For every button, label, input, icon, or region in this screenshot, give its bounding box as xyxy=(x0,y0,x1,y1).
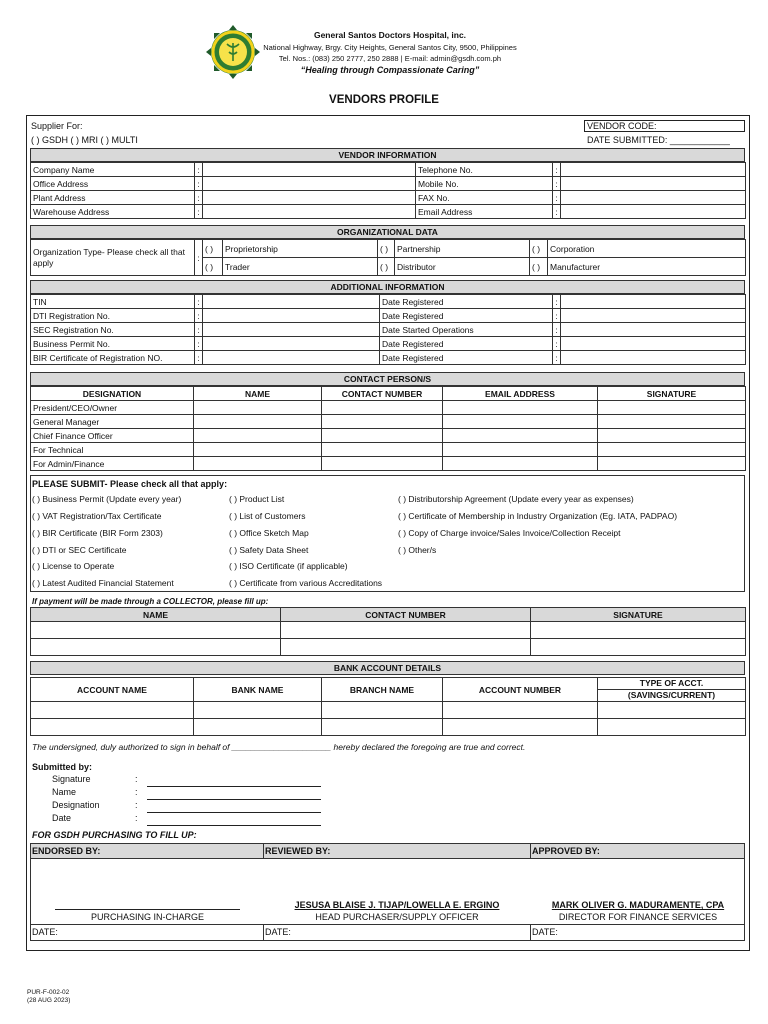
name-input[interactable] xyxy=(194,457,322,471)
account-type-input[interactable] xyxy=(598,719,746,736)
table-row: SEC Registration No. : Date Started Operations : xyxy=(31,323,746,337)
checkbox[interactable]: ( ) xyxy=(203,258,223,276)
column-header: ACCOUNT NUMBER xyxy=(443,678,598,702)
field-label: BIR Certificate of Registration NO. xyxy=(31,351,195,365)
hospital-address: National Highway, Brgy. City Heights, General Santos City, 9500, Philippines xyxy=(263,43,517,52)
option-label: Distributor xyxy=(395,258,530,276)
column-header: BRANCH NAME xyxy=(322,678,443,702)
column-header: BANK NAME xyxy=(194,678,322,702)
checklist-item[interactable]: ( ) DTI or SEC Certificate xyxy=(32,545,127,555)
column-header: SIGNATURE xyxy=(598,387,746,401)
collector-name-input[interactable] xyxy=(31,622,281,639)
table-row: BIR Certificate of Registration NO. : Date Registered : xyxy=(31,351,746,365)
collector-contact-input[interactable] xyxy=(281,622,531,639)
account-number-input[interactable] xyxy=(443,719,598,736)
bir-input[interactable] xyxy=(203,351,380,365)
signature-input[interactable] xyxy=(598,401,746,415)
option-label: Partnership xyxy=(395,240,530,258)
field-label: Warehouse Address xyxy=(31,205,195,219)
submitted-field-label: Name xyxy=(52,787,77,797)
field-label: Date Registered xyxy=(380,351,553,365)
page-title: VENDORS PROFILE xyxy=(329,94,439,106)
name-input[interactable] xyxy=(194,415,322,429)
vendor-info-table xyxy=(30,162,746,219)
email-address-input[interactable] xyxy=(443,401,598,415)
name-line[interactable] xyxy=(147,799,321,800)
branch-name-input[interactable] xyxy=(322,719,443,736)
contact-number-input[interactable] xyxy=(322,415,443,429)
table-row xyxy=(31,622,746,639)
form-date: (28 AUG 2023) xyxy=(27,997,71,1004)
date-line[interactable] xyxy=(147,825,321,826)
checklist-item[interactable]: ( ) Distributorship Agreement (Update every year as expenses) xyxy=(398,494,634,504)
bank-name-input[interactable] xyxy=(194,702,322,719)
designation-label: Chief Finance Officer xyxy=(31,429,194,443)
signature-input[interactable] xyxy=(598,443,746,457)
office-address-input[interactable] xyxy=(203,177,416,191)
date-submitted-field[interactable]: DATE SUBMITTED: ____________ xyxy=(587,135,730,145)
field-label: Date Registered xyxy=(380,309,553,323)
option-label: Manufacturer xyxy=(548,258,746,276)
table-row xyxy=(31,401,746,415)
collector-note: If payment will be made through a COLLECTOR, please fill up: xyxy=(32,597,269,606)
mobile-input[interactable] xyxy=(561,177,746,191)
contact-persons-table xyxy=(30,386,746,471)
signature-line[interactable] xyxy=(147,786,321,787)
org-data-table xyxy=(30,239,746,276)
contact-number-input[interactable] xyxy=(322,429,443,443)
option-label: Corporation xyxy=(548,240,746,258)
reviewed-by-label: REVIEWED BY: xyxy=(265,846,331,856)
account-name-input[interactable] xyxy=(31,719,194,736)
field-label: TIN xyxy=(31,295,195,309)
date-input[interactable] xyxy=(561,351,746,365)
dti-input[interactable] xyxy=(203,309,380,323)
designation-line[interactable] xyxy=(147,812,321,813)
designation-label: For Technical xyxy=(31,443,194,457)
table-row: Warehouse Address : Email Address : xyxy=(31,205,746,219)
column-header: CONTACT NUMBER xyxy=(281,608,531,622)
contact-number-input[interactable] xyxy=(322,457,443,471)
name-input[interactable] xyxy=(194,429,322,443)
approved-by-label: APPROVED BY: xyxy=(532,846,600,856)
checkbox[interactable]: ( ) xyxy=(530,258,548,276)
account-number-input[interactable] xyxy=(443,702,598,719)
company-name-input[interactable] xyxy=(203,163,416,177)
checklist-item[interactable]: ( ) Other/s xyxy=(398,545,437,555)
date-input[interactable] xyxy=(561,295,746,309)
checkbox[interactable]: ( ) xyxy=(530,240,548,258)
email-address-input[interactable] xyxy=(443,415,598,429)
contact-number-input[interactable] xyxy=(322,443,443,457)
checklist-item[interactable]: ( ) Certificate from various Accreditations xyxy=(229,578,383,588)
table-header-row xyxy=(31,608,746,622)
date-input[interactable] xyxy=(561,309,746,323)
branch-name-input[interactable] xyxy=(322,702,443,719)
additional-info-heading: ADDITIONAL INFORMATION xyxy=(30,280,745,294)
designation-label: General Manager xyxy=(31,415,194,429)
column-header: ACCOUNT NAME xyxy=(31,678,194,702)
table-row xyxy=(31,702,746,719)
purchasing-incharge-title: PURCHASING IN-CHARGE xyxy=(90,912,204,922)
collector-signature-input[interactable] xyxy=(531,639,746,656)
field-label: Business Permit No. xyxy=(31,337,195,351)
email-address-input[interactable] xyxy=(443,443,598,457)
checklist-item[interactable]: ( ) Latest Audited Financial Statement xyxy=(32,578,174,588)
designation-label: President/CEO/Owner xyxy=(31,401,194,415)
vendor-info-heading: VENDOR INFORMATION xyxy=(30,148,745,162)
option-label: Proprietorship xyxy=(223,240,378,258)
field-label: Plant Address xyxy=(31,191,195,205)
head-purchaser-title: HEAD PURCHASER/SUPPLY OFFICER xyxy=(315,912,479,922)
table-header-row xyxy=(31,678,746,690)
table-row xyxy=(31,415,746,429)
checkbox[interactable]: ( ) xyxy=(203,240,223,258)
contact-persons-heading: CONTACT PERSON/S xyxy=(30,372,745,386)
checkbox[interactable]: ( ) xyxy=(378,258,395,276)
field-label: FAX No. xyxy=(416,191,553,205)
additional-info-table xyxy=(30,294,746,365)
checklist-item[interactable]: ( ) ISO Certificate (if applicable) xyxy=(229,561,348,571)
field-label: Mobile No. xyxy=(416,177,553,191)
column-header: CONTACT NUMBER xyxy=(322,387,443,401)
finance-director-name: MARK OLIVER G. MADURAMENTE, CPA xyxy=(551,900,725,910)
collector-signature-input[interactable] xyxy=(531,622,746,639)
field-label: SEC Registration No. xyxy=(31,323,195,337)
signature-input[interactable] xyxy=(598,415,746,429)
vendor-code-field[interactable]: VENDOR CODE: xyxy=(584,120,745,132)
bank-name-input[interactable] xyxy=(194,719,322,736)
signature-input[interactable] xyxy=(598,457,746,471)
column-header: SIGNATURE xyxy=(531,608,746,622)
collector-contact-input[interactable] xyxy=(281,639,531,656)
endorsed-by-label: ENDORSED BY: xyxy=(32,846,101,856)
column-header: DESIGNATION xyxy=(31,387,194,401)
checklist-item[interactable]: ( ) Office Sketch Map xyxy=(229,528,309,538)
column-header: EMAIL ADDRESS xyxy=(443,387,598,401)
field-label: Office Address xyxy=(31,177,195,191)
checklist-item[interactable]: ( ) Certificate of Membership in Industry Organization (Eg. IATA, PADPAO) xyxy=(398,511,678,521)
field-label: Company Name xyxy=(31,163,195,177)
submitted-by-heading: Submitted by: xyxy=(32,762,92,772)
checklist-item[interactable]: ( ) Copy of Charge invoice/Sales Invoice/Collection Receipt xyxy=(398,528,621,538)
email-address-input[interactable] xyxy=(443,429,598,443)
checklist-item[interactable]: ( ) VAT Registration/Tax Certificate xyxy=(32,511,162,521)
column-header: TYPE OF ACCT. xyxy=(598,678,746,690)
account-name-input[interactable] xyxy=(31,702,194,719)
date-field[interactable]: DATE: xyxy=(532,927,558,937)
table-row: Business Permit No. : Date Registered : xyxy=(31,337,746,351)
org-data-heading: ORGANIZATIONAL DATA xyxy=(30,225,745,239)
table-row xyxy=(31,639,746,656)
email-address-input[interactable] xyxy=(443,457,598,471)
submit-heading: PLEASE SUBMIT- Please check all that apply: xyxy=(32,479,228,489)
signature-input[interactable] xyxy=(598,429,746,443)
checklist-item[interactable]: ( ) List of Customers xyxy=(229,511,306,521)
date-field[interactable]: DATE: xyxy=(265,927,291,937)
field-label: Telephone No. xyxy=(416,163,553,177)
table-row: Company Name : Telephone No. : xyxy=(31,163,746,177)
date-field[interactable]: DATE: xyxy=(32,927,58,937)
table-row: Plant Address : FAX No. : xyxy=(31,191,746,205)
checklist-item[interactable]: ( ) Business Permit (Update every year) xyxy=(32,494,182,504)
tin-input[interactable] xyxy=(203,295,380,309)
table-row xyxy=(31,443,746,457)
table-header-row xyxy=(31,387,746,401)
field-label: Date Registered xyxy=(380,337,553,351)
table-row: Office Address : Mobile No. : xyxy=(31,177,746,191)
fax-input[interactable] xyxy=(561,191,746,205)
table-row xyxy=(31,457,746,471)
field-label: Email Address xyxy=(416,205,553,219)
column-header: (SAVINGS/CURRENT) xyxy=(598,690,746,702)
name-input[interactable] xyxy=(194,401,322,415)
checklist-item[interactable]: ( ) Product List xyxy=(229,494,285,504)
submitted-field-label: Designation xyxy=(52,800,100,810)
hospital-tagline: “Healing through Compassionate Caring” xyxy=(300,65,480,75)
designation-label: For Admin/Finance xyxy=(31,457,194,471)
collector-name-input[interactable] xyxy=(31,639,281,656)
option-label: Trader xyxy=(223,258,378,276)
warehouse-address-input[interactable] xyxy=(203,205,416,219)
checklist-item[interactable]: ( ) License to Operate xyxy=(32,561,115,571)
name-input[interactable] xyxy=(194,443,322,457)
purchasing-note: FOR GSDH PURCHASING TO FILL UP: xyxy=(32,830,197,840)
date-input[interactable] xyxy=(561,323,746,337)
purchasing-signature-line[interactable] xyxy=(55,909,240,910)
field-label: Date Registered xyxy=(380,295,553,309)
table-row xyxy=(31,429,746,443)
table-row: Organization Type- Please check all that apply : ( ) Proprietorship ( ) Partnership ( ) Corporation xyxy=(31,240,746,258)
table-row: DTI Registration No. : Date Registered : xyxy=(31,309,746,323)
field-label: DTI Registration No. xyxy=(31,309,195,323)
column-header: NAME xyxy=(194,387,322,401)
table-row: TIN : Date Registered : xyxy=(31,295,746,309)
field-label: Date Started Operations xyxy=(380,323,553,337)
checklist-item[interactable]: ( ) BIR Certificate (BIR Form 2303) xyxy=(32,528,163,538)
org-type-label: Organization Type- Please check all that apply xyxy=(31,240,195,276)
supplier-label: Supplier For: xyxy=(31,121,83,131)
sec-input[interactable] xyxy=(203,323,380,337)
head-purchaser-name: JESUSA BLAISE J. TIJAP/LOWELLA E. ERGINO xyxy=(294,900,500,910)
bank-details-table xyxy=(30,677,746,736)
collector-table xyxy=(30,607,746,656)
finance-director-title: DIRECTOR FOR FINANCE SERVICES xyxy=(558,912,718,922)
supplier-options[interactable]: ( ) GSDH ( ) MRI ( ) MULTI xyxy=(31,135,138,145)
telephone-input[interactable] xyxy=(561,163,746,177)
checklist-item[interactable]: ( ) Safety Data Sheet xyxy=(229,545,309,555)
submitted-field-label: Date xyxy=(52,813,72,823)
business-permit-input[interactable] xyxy=(203,337,380,351)
hospital-contact: Tel. Nos.: (083) 250 2777, 250 2888 | E-mail: admin@gsdh.com.ph xyxy=(278,54,502,63)
bank-details-heading: BANK ACCOUNT DETAILS xyxy=(30,661,745,675)
email-input[interactable] xyxy=(561,205,746,219)
account-type-input[interactable] xyxy=(598,702,746,719)
checkbox[interactable]: ( ) xyxy=(378,240,395,258)
date-input[interactable] xyxy=(561,337,746,351)
form-code: PUR-F-002-02 xyxy=(27,989,70,996)
hospital-name: General Santos Doctors Hospital, inc. xyxy=(313,30,467,40)
submitted-field-label: Signature xyxy=(52,774,91,784)
declaration-text: The undersigned, duly authorized to sign in behalf of _____________________ hereby declared the foregoing are true and correct. xyxy=(32,742,526,752)
column-header: NAME xyxy=(31,608,281,622)
plant-address-input[interactable] xyxy=(203,191,416,205)
contact-number-input[interactable] xyxy=(322,401,443,415)
table-row xyxy=(31,719,746,736)
